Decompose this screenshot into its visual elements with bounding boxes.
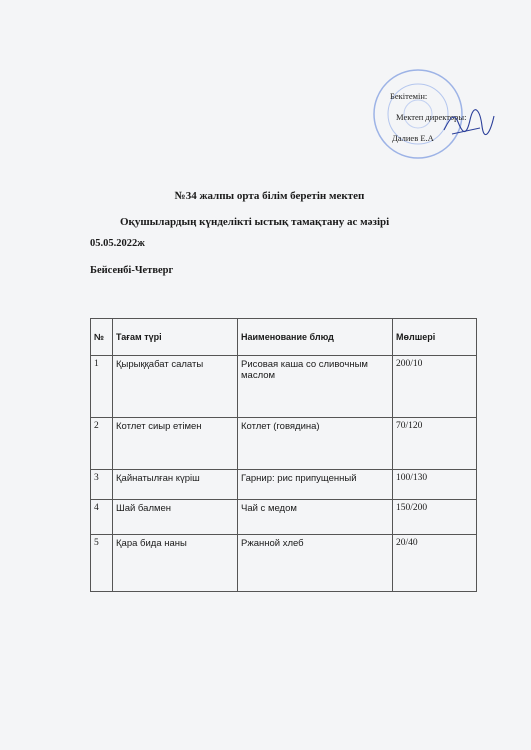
cell-quantity: 70/120: [393, 418, 477, 470]
cell-dish-type: Шай балмен: [113, 500, 238, 535]
header-dish-name: Наименование блюд: [238, 319, 393, 356]
header-number: №: [91, 319, 113, 356]
cell-quantity: 100/130: [393, 470, 477, 500]
header-dish-type: Тағам түрі: [113, 319, 238, 356]
cell-number: 1: [91, 356, 113, 418]
school-title: №34 жалпы орта білім беретін мектеп: [174, 190, 365, 202]
director-signature: [440, 108, 496, 142]
cell-quantity: 20/40: [393, 535, 477, 592]
cell-quantity: 150/200: [393, 500, 477, 535]
cell-dish-type: Қара бида наны: [113, 535, 238, 592]
table-row: [91, 418, 477, 470]
cell-dish-name: Котлет (говядина): [238, 418, 393, 470]
cell-dish-name: Ржанной хлеб: [238, 535, 393, 592]
director-title: Мектеп директоры:: [396, 112, 467, 122]
table-row: [91, 470, 477, 500]
cell-number: 5: [91, 535, 113, 592]
header-quantity: Мөлшері: [393, 319, 477, 356]
menu-date: 05.05.2022ж: [90, 238, 145, 249]
table-header-row: [91, 319, 477, 356]
menu-title: Оқушылардың күнделікті ыстық тамақтану ас мәзірі: [120, 216, 390, 228]
director-name: Далиев Е.А: [392, 133, 434, 143]
cell-number: 4: [91, 500, 113, 535]
cell-dish-name: Чай с медом: [238, 500, 393, 535]
cell-dish-type: Қырыққабат салаты: [113, 356, 238, 418]
approval-label: Бекітемін:: [390, 91, 428, 101]
cell-dish-type: Котлет сиыр етімен: [113, 418, 238, 470]
cell-dish-name: Рисовая каша со сливочным маслом: [238, 356, 393, 418]
table-row: [91, 500, 477, 535]
cell-number: 2: [91, 418, 113, 470]
cell-dish-name: Гарнир: рис припущенный: [238, 470, 393, 500]
cell-quantity: 200/10: [393, 356, 477, 418]
cell-dish-type: Қайнатылған күріш: [113, 470, 238, 500]
menu-days: Бейсенбі-Четверг: [90, 265, 174, 276]
table-row: [91, 356, 477, 418]
cell-number: 3: [91, 470, 113, 500]
menu-table: [90, 318, 477, 592]
table-row: [91, 535, 477, 592]
